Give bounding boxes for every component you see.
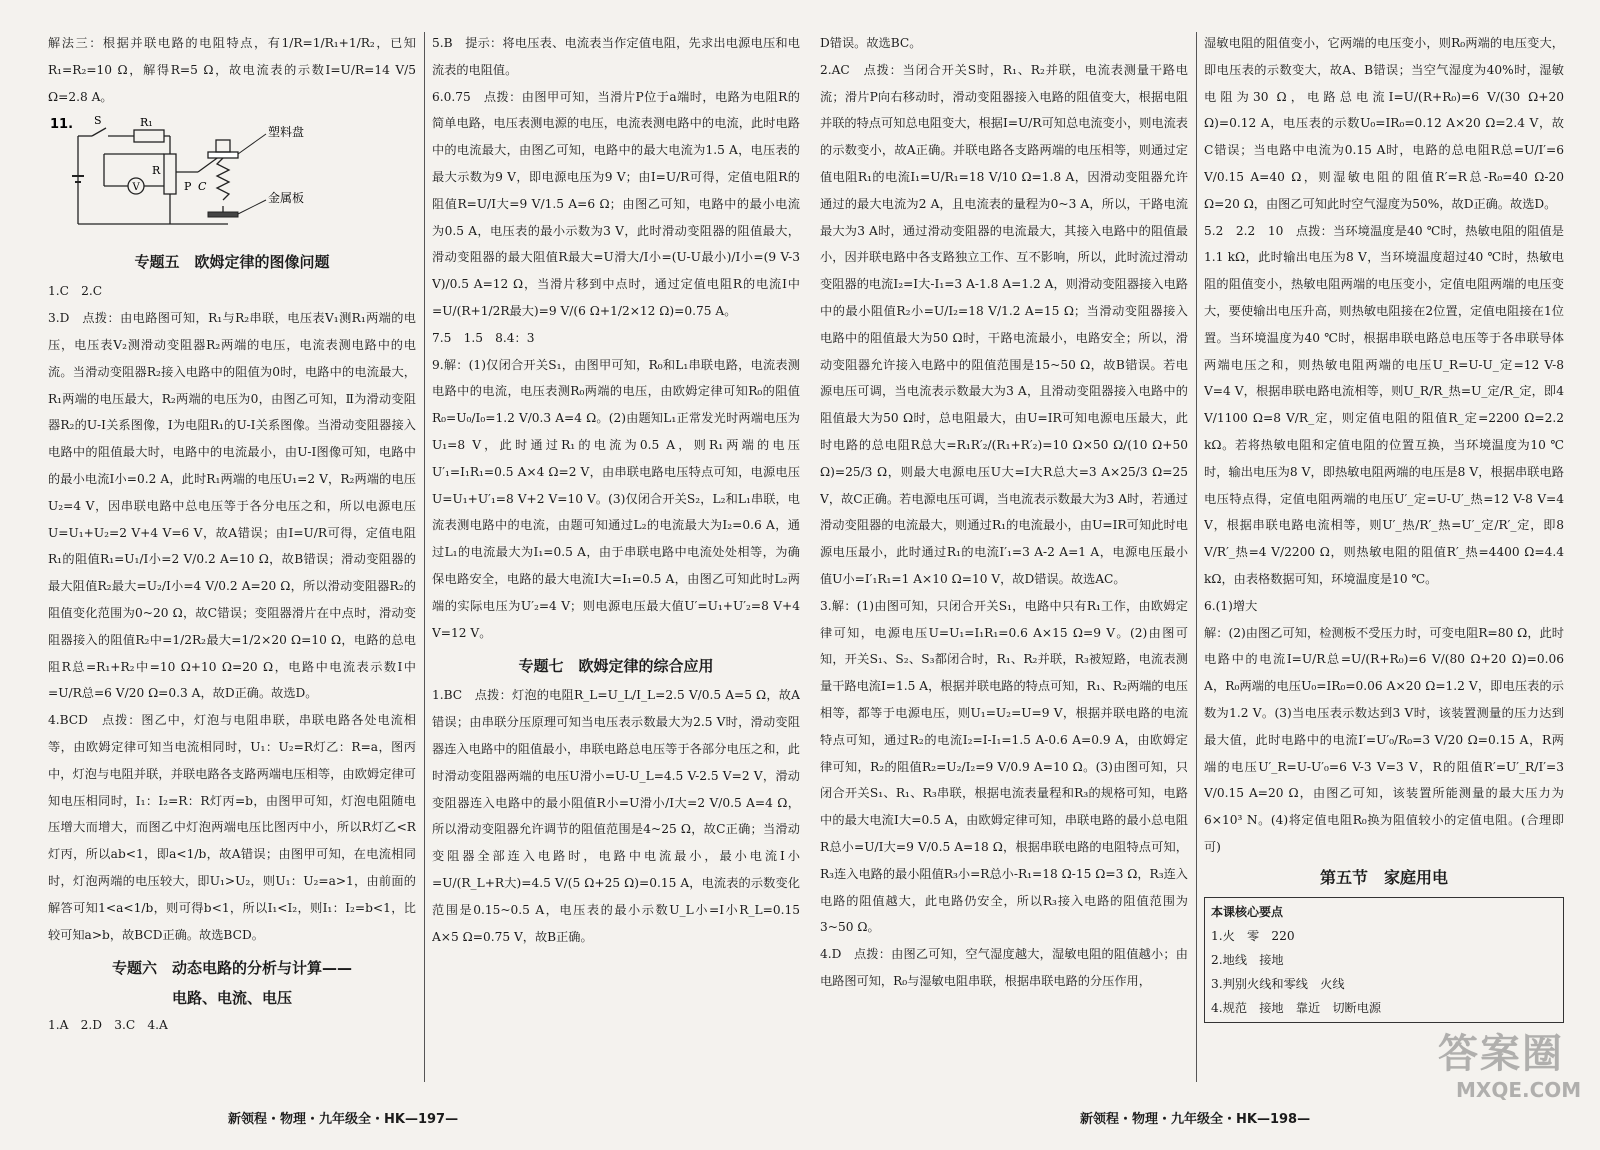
answer-5: 5.B 提示：将电压表、电流表当作定值电阻，先求出电源电压和电流表的电阻值。 xyxy=(432,36,800,77)
plastic-plate-label: 塑料盘 xyxy=(268,125,305,140)
left-column-1 xyxy=(48,30,416,1100)
answer-7-5: 5.2 2.2 10 点拨：当环境温度是40 ℃时，热敏电阻的阻值是1.1 kΩ，此时输出电压为8 V，当环境温度超过40 ℃时，热敏电阻的阻值变小，热敏电阻两端的电压变小，定值电阻两端的电压变大，要使输出电压升高，则热敏电阻接在2位置，定值电阻接在1位置。当环境温度为40 ℃时，根据串联电路总电压等于各串联导体两端电压之和，则热敏电阻两端的电压U_R=U-U_定=12 V-8 V=4 V，根据串联电路电流相等，则U_R/R_热=U_定/R_定，即4 V/1100 Ω=8 V/R_定，则定值电阻的阻值R_定=2200 Ω=2.2 kΩ。若将热敏电阻和定值电阻的位置互换，当环境温度为10 ℃时，输出电压为8 V，即热敏电阻两端的电压是8 V，根据串联电路电压特点得，定值电阻两端的电压U′_定=U-U′_热=12 V-8 V=4 V，根据串联电路电流相等，则U′_热/R′_热=U′_定/R′_定，即8 V/R′_热=4 V/2200 Ω，则热敏电阻的阻值R′_热=4400 Ω=4.4 kΩ，由表格数据可知，环境温度是10 ℃。 xyxy=(1204,223,1564,586)
answers-1-2: 1.C 2.C xyxy=(48,284,103,299)
left-column-2 xyxy=(432,30,800,1100)
column-divider xyxy=(1196,32,1197,1082)
answer-4: 4.BCD 点拨：图乙中，灯泡与电阻串联，串联电路各处电流相等，由欧姆定律可知当电流相同时，U₁：U₂=R灯乙：R=a，图丙中，灯泡与电阻并联，并联电路各支路两端电压相等，由欧姆定律可知电压相同时，I₁：I₂=R：R灯丙=b，由图甲可知，灯泡电阻随电压增大而增大，而图乙中灯泡两端电压比图丙中小，所以R灯乙<R灯丙，所以ab<1，即a<1/b，故A错误；由图甲可知，在电流相同时，灯泡两端的电压较大，即U₁>U₂，则U₁：U₂=a>1，由前面的解答可知1<a<1/b，则可得b<1，所以I₁<I₂，则I₁：I₂=b<1，比较可知a>b，故BCD正确。故选BCD。 xyxy=(48,713,416,942)
core-point-item: 3.判别火线和零线 火线 xyxy=(1211,976,1345,991)
answer-4-cont: 湿敏电阻的阻值变小，它两端的电压变小，则R₀两端的电压变大，即电压表的示数变大，故A、B错误；当空气湿度为40%时，湿敏电阻为30 Ω，电路总电流I=U/(R+R₀)=6 V/(30 Ω+20 Ω)=0.12 A，电压表的示数U₀=IR₀=0.12 A×20 Ω=2.4 V，故C错误；当电路中电流为0.15 A时，电路的总电阻R总=U/I′=6 V/0.15 A=40 Ω，则湿敏电阻的阻值R′=R总-R₀=40 Ω-20 Ω=20 Ω，由图乙可知此时空气湿度为50%，故D正确。故选D。 xyxy=(1204,36,1564,211)
right-column-2 xyxy=(1204,30,1564,1100)
answer-7-2: 2.AC 点拨：当闭合开关S时，R₁、R₂并联，电流表测量干路电流；滑片P向右移动时，滑动变阻器接入电路的阻值变大，根据电阻并联的特点可知总电阻变大，根据I=U/R可知总电流变小，则电流表的示数变小，故A正确。并联电路各支路两端的电压相等，则通过定值电阻R₁的电流I₁=U/R₁=18 V/10 Ω=1.8 A，因滑动变阻器允许通过的最大电流为2 A，且电流表的量程为0~3 A，所以，干路电流最大为3 A时，通过滑动变阻器的电流最大，其接入电路中的阻值最小，因并联电路中各支路独立工作、互不影响，所以，此时流过滑动变阻器的电流I₂=I大-I₁=3 A-1.8 A=1.2 A，则滑动变阻器接入电路中的最小阻值R₂小=U/I₂=18 V/1.2 A=15 Ω；当滑动变阻器接入电路中的阻值最大为50 Ω时，干路电流最小，电路安全；所以，滑动变阻器允许接入电路中的阻值范围是15~50 Ω，故B错误。若电源电压可调，当电流表示数最大为3 A，且滑动变阻器接入电路中的阻值最大为50 Ω时，总电阻最大，由U=IR可知电源电压最大，此时电路的总电阻R总大=R₁R′₂/(R₁+R′₂)=10 Ω×50 Ω/(10 Ω+50 Ω)=25/3 Ω，则最大电源电压U大=I大R总大=3 A×25/3 Ω=25 V，故C正确。若电源电压可调，当电流表示数最大为3 A时，若通过滑动变阻器的电流最大，则通过R₁的电流最小，由U=IR可知此时电源电压最小，此时通过R₁的电流I′₁=3 A-2 A=1 A，电源电压最小值U小=I′₁R₁=1 A×10 Ω=10 V，故D错误。故选AC。 xyxy=(820,62,1188,586)
resistor-r1 xyxy=(134,130,164,142)
answer-7-3: 3.解：(1)由图可知，只闭合开关S₁，电路中只有R₁工作，由欧姆定律可知，电源电压U=U₁=I₁R₁=0.6 A×15 Ω=9 V。(2)由图可知，开关S₁、S₂、S₃都闭合时，R₁、R₂并联，R₃被短路，电流表测量干路电流I=1.5 A，根据并联电路的特点可知，R₁、R₂两端的电压相等，都等于电源电压，则U₁=U₂=U=9 V，根据并联电路的电流特点可知，通过R₂的电流I₂=I-I₁=1.5 A-0.6 A=0.9 A，由欧姆定律可知，R₂的阻值R₂=U₂/I₂=9 V/0.9 A=10 Ω。(3)由图可知，只闭合开关S₁、R₁、R₃串联，根据电流表量程和R₃的规格可知，电路中的最大电流I大=0.5 A，由欧姆定律可知，串联电路的最小总电阻R总小=U/I大=9 V/0.5 A=18 Ω，根据串联电路的电阻特点可知，R₃连入电路的最小阻值R₃小=R总小-R₁=18 Ω-15 Ω=3 Ω，R₃连入电路的阻值越大，此电路仍安全，所以R₃接入电路的阻值范围为3~50 Ω。 xyxy=(820,598,1188,935)
right-column-1 xyxy=(820,30,1188,1100)
r-label: R xyxy=(152,164,161,178)
answer-7-6: 6.(1)增大 xyxy=(1204,598,1258,613)
switch-label: S xyxy=(94,114,102,128)
spring-icon xyxy=(217,158,229,200)
circuit-svg xyxy=(48,114,416,242)
core-point-item: 4.规范 接地 靠近 切断电源 xyxy=(1211,1000,1382,1015)
plastic-plate xyxy=(208,152,238,158)
right-page xyxy=(800,0,1600,1150)
heading-topic-seven: 专题七 欧姆定律的综合应用 xyxy=(518,657,714,676)
answer-7-1: 1.BC 点拨：灯泡的电阻R_L=U_L/I_L=2.5 V/0.5 A=5 Ω，故A错误；由串联分压原理可知当电压表示数最大为2.5 V时，滑动变阻器连入电路中的阻值最小，串联电路总电压等于各部分电压之和，此时滑动变阻器两端的电压U滑小=U-U_L=4.5 V-2.5 V=2 V，滑动变阻器连入电路中的最小阻值R小=U滑小/I大=2 V/0.5 A=4 Ω，所以滑动变阻器允许调节的阻值范围是4~25 Ω，故C正确；当滑动变阻器全部连入电路时，电路中电流最小，最小电流I小=U/(R_L+R大)=4.5 V/(5 Ω+25 Ω)=0.15 A，电流表的示数变化范围是0.15~0.5 A，电压表的最小示数U_L小=I小R_L=0.15 A×5 Ω=0.75 V，故B正确。 xyxy=(432,688,800,944)
answers-7-8: 7.5 1.5 8.4：3 xyxy=(432,330,535,345)
solution-method-three: 解法三：根据并联电路的电阻特点，有1/R=1/R₁+1/R₂，已知R₁=R₂=10 Ω，解得R=5 Ω，故电流表的示数I=U/R=14 V/5 Ω=2.8 A。 xyxy=(48,36,416,104)
circuit-diagram-q11 xyxy=(48,114,416,242)
answer-6: 6.0.75 点拨：由图甲可知，当滑片P位于a端时，电路为电阻R的简单电路，电压表测电源的电压，电流表测电路中的电流，此时电路中的电流最大，由图乙可知，电路中的最大电流为1.5 A，电压表的最大示数为9 V，即电源电压为9 V；由I=U/R可得，定值电阻R的阻值R=U/I大=9 V/1.5 A=6 Ω；由图乙可知，电路中的最小电流为0.5 A，电压表的最小示数为3 V，此时滑动变阻器的阻值最大，滑动变阻器的最大阻值R最大=U滑大/I小=(U-U最小)/I小=(9 V-3 V)/0.5 A=12 Ω，当滑片移到中点时，通过定值电阻R的电流I中=U/(R+1/2R最大)=9 V/(6 Ω+1/2×12 Ω)=0.75 A。 xyxy=(432,89,800,318)
page-footer-right: 新领程・物理・九年级全・HK—198— xyxy=(1080,1112,1311,1127)
slider-p-label: P xyxy=(184,180,192,194)
q11-label: 11. xyxy=(50,117,74,133)
metal-plate xyxy=(208,212,238,217)
heading-topic-six-sub: 电路、电流、电压 xyxy=(171,989,292,1008)
heading-topic-five: 专题五 欧姆定律的图像问题 xyxy=(134,253,330,272)
metal-plate-label: 金属板 xyxy=(268,191,305,206)
column-divider xyxy=(424,32,425,1082)
answers-topic-six: 1.A 2.D 3.C 4.A xyxy=(48,1018,168,1033)
c-label: C xyxy=(198,180,207,194)
answer-7-6-solution: 解：(2)由图乙可知，检测板不受压力时，可变电阻R=80 Ω，此时电路中的电流I=U/R总=U/(R+R₀)=6 V/(80 Ω+20 Ω)=0.06 A，R₀两端的电压U₀=IR₀=0.06 A×20 Ω=1.2 V，即电压表的示数为1.2 V。(3)当电压表示数达到3 V时，该装置测量的压力达到最大值，此时电路中的电流I′=U′₀/R₀=3 V/20 Ω=0.15 A，R两端的电压U′_R=U-U′₀=6 V-3 V=3 V，R的阻值R′=U′_R/I′=3 V/0.15 A=20 Ω，由图乙可知，该装置所能测量的最大压力为6×10³ N。(4)将定值电阻R₀换为阻值较小的定值电阻。(合理即可) xyxy=(1204,625,1564,854)
section-title-household-electricity: 第五节 家庭用电 xyxy=(1319,867,1448,887)
heading-topic-six: 专题六 动态电路的分析与计算—— xyxy=(111,959,352,978)
page-footer-left: 新领程・物理・九年级全・HK—197— xyxy=(228,1112,459,1127)
answer-1-end: D错误。故选BC。 xyxy=(820,36,922,50)
core-points-title: 本课核心要点 xyxy=(1211,904,1284,919)
watermark-text-top: 答案圈 xyxy=(1438,1031,1564,1077)
answer-9: 9.解：(1)仅闭合开关S₁，由图甲可知，R₀和L₁串联电路，电流表测电路中的电流，电压表测R₀两端的电压，由欧姆定律可知R₀的阻值R₀=U₀/I₀=1.2 V/0.3 A=4 Ω。(2)由题知L₁正常发光时两端电压为U₁=8 V，此时通过R₁的电流为0.5 A，则R₁两端的电压U′₁=I₁R₁=0.5 A×4 Ω=2 V，由串联电路电压特点可知，电源电压U=U₁+U′₁=8 V+2 V=10 V。(3)仅闭合开关S₂，L₂和L₁串联，电流表测电路中的电流，由题可知通过L₂的电流最大为I₂=0.6 A，通过L₁的电流最大为I₁=0.5 A，由于串联电路中电流处处相等，为确保电路安全，电路的最大电流I大=I₁=0.5 A，由图乙可知此时L₂两端的实际电压为U′₂=4 V；则电源电压最大值U′=U₁+U′₂=8 V+4 V=12 V。 xyxy=(432,357,800,640)
voltmeter-label: V xyxy=(132,182,140,194)
answer-7-4: 4.D 点拨：由图乙可知，空气湿度越大，湿敏电阻的阻值越小；由电路图可知，R₀与湿敏电阻串联，根据串联电路的分压作用， xyxy=(820,947,1188,988)
core-point-item: 1.火 零 220 xyxy=(1211,928,1295,943)
watermark-text-bottom: MXQE.COM xyxy=(1456,1078,1582,1102)
r1-label: R₁ xyxy=(140,116,153,130)
answer-3: 3.D 点拨：由电路图可知，R₁与R₂串联，电压表V₁测R₁两端的电压，电压表V₂测滑动变阻器R₂两端的电压，电流表测电路中的电流。当滑动变阻器R₂接入电路中的阻值为0时，电路中的电流最大，R₁两端的电压最大，R₂两端的电压为0，由图乙可知，Ⅱ为滑动变阻器R₂的U-I关系图像，Ⅰ为电阻R₁的U-I关系图像。当滑动变阻器接入电路中的阻值最大时，电路中的电流最小，由U-I图像可知，电路中的最小电流I小=0.2 A，此时R₁两端的电压U₁=2 V，R₂两端的电压U₂=4 V，因串联电路中总电压等于各分电压之和，所以电源电压U=U₁+U₂=2 V+4 V=6 V，故A错误；由I=U/R可得，定值电阻R₁的阻值R₁=U₁/I小=2 V/0.2 A=10 Ω，故B错误；滑动变阻器的最大阻值R₂最大=U₂/I小=4 V/0.2 A=20 Ω，所以滑动变阻器R₂的阻值变化范围为0~20 Ω，故C错误；变阻器滑片在中点时，滑动变阻器接入的阻值R₂中=1/2R₂最大=1/2×20 Ω=10 Ω，电路的总电阻R总=R₁+R₂中=10 Ω+10 Ω=20 Ω，电路中电流表示数I中=U/R总=6 V/20 Ω=0.3 A，故D正确。故选D。 xyxy=(48,311,416,701)
core-point-item: 2.地线 接地 xyxy=(1211,952,1284,967)
rheostat-r xyxy=(164,154,176,194)
watermark-logo xyxy=(1438,1030,1588,1110)
core-points-box xyxy=(1204,897,1564,1023)
